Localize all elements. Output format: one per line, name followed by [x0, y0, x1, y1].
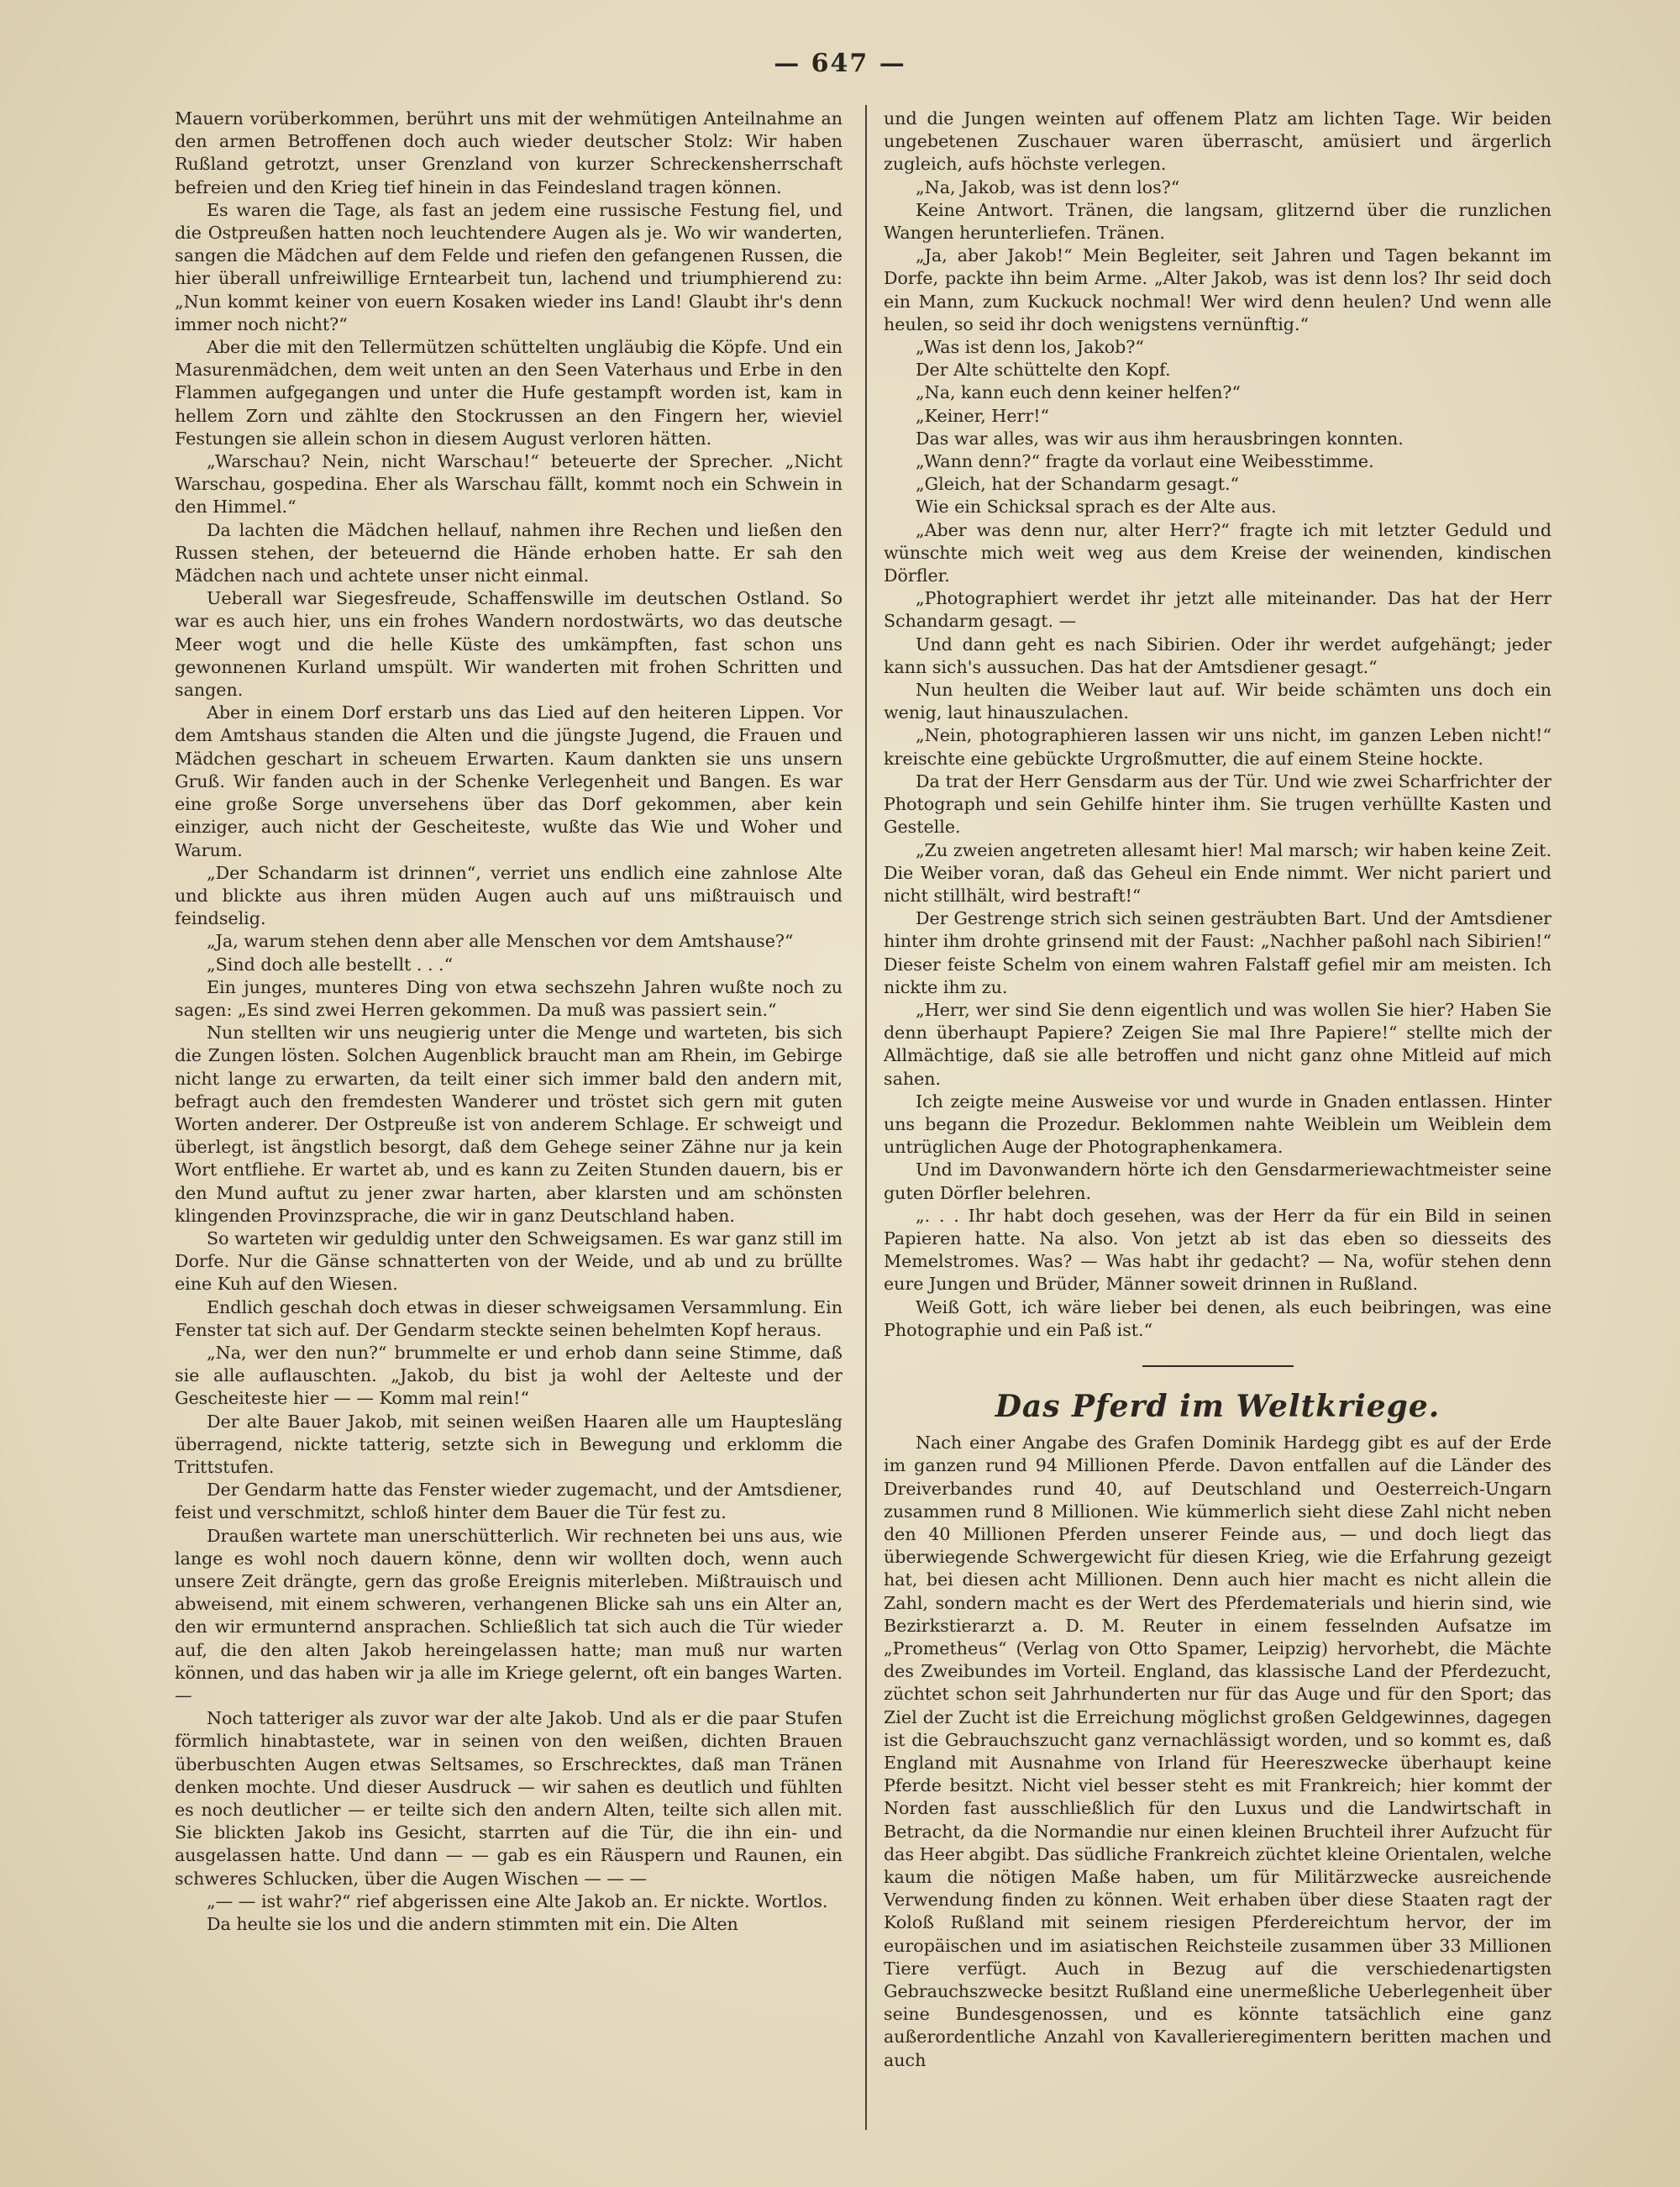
- paragraph: Nach einer Angabe des Grafen Dominik Hardegg gibt es auf der Erde im ganzen rund 94 Millionen Pferde. Davon entfallen auf die Länder des Dreiverbandes rund 40, auf Deutschland und Oesterreich-Ungarn zusammen rund 8 Millionen. Wie kümmerlich sieht diese Zahl nicht neben den 40 Millionen Pferden unserer Feinde aus, — und doch liegt das überwiegende Schwergewicht für diesen Krieg, wie die Erfahrung gezeigt hat, bei diesen acht Millionen. Denn auch hier macht es nicht allein die Zahl, sondern macht es der Wert des Pferdematerials und hierin sind, wie Bezirkstierarzt a. D. M. Reuter in einem fesselnden Aufsatze im „Prometheus“ (Verlag von Otto Spamer, Leipzig) hervorhebt, die Mächte des Zweibundes im Vorteil. England, das klassische Land der Pferdezucht, züchtet schon seit Jahrhunderten nur für das Auge und für den Sport; das Ziel der Zucht ist die Erreichung möglichst großen Geldgewinnes, dagegen ist die Gebrauchszucht ganz vernachlässigt worden, und so kommt es, daß England mit Ausnahme von Irland für Heereszwecke überhaupt keine Pferde besitzt. Nicht viel besser steht es mit Frankreich; hier kommt der Norden fast ausschließlich für den Luxus und die Landwirtschaft in Betracht, da die Normandie nur einen kleinen Bruchteil ihrer Aufzucht für das Heer abgibt. Das südliche Frankreich züchtet kleine Orientalen, welche kaum die nötigen Maße haben, um für Militärzwecke ausreichende Verwendung finden zu können. Weit erhaben über diese Staaten ragt der Koloß Rußland mit seinem riesigen Pferdereichtum hervor, der im europäischen und im asiatischen Reichsteile zusammen über 33 Millionen Tiere verfügt. Auch in Bezug auf die verschiedenartigsten Gebrauchszwecke besitzt Rußland eine unermeßliche Ueberlegenheit über seine Bundesgenossen, und es könnte tatsächlich eine ganz außerordentliche Anzahl von Kavallerieregimentern beritten machen und auch: [884, 1433, 1551, 2070]
- paragraph: „Nein, photographieren lassen wir uns nicht, im ganzen Leben nicht!“ kreischte eine gebückte Urgroßmutter, die auf einem Steine hockte.: [884, 725, 1551, 769]
- paragraph: „— — ist wahr?“ rief abgerissen eine Alte Jakob an. Er nickte. Wortlos.: [207, 1890, 828, 1911]
- paragraph: Wie ein Schicksal sprach es der Alte aus.: [916, 497, 1277, 518]
- paragraph: Da lachten die Mädchen hellauf, nahmen ihre Rechen und ließen den Russen stehen, der beteuernd die Hände erhoben hatte. Er sah den Mädchen nach und achtete unser nicht einmal.: [175, 519, 843, 586]
- paragraph: Keine Antwort. Tränen, die langsam, glitzernd über die runzlichen Wangen herunterliefen. Tränen.: [884, 199, 1551, 244]
- paragraph: Draußen wartete man unerschütterlich. Wir rechneten bei uns aus, wie lange es wohl noch dauern könne, denn wir wollten doch, wenn auch unsere Zeit drängte, gern das große Ereignis miterleben. Mißtrauisch und abweisend, mit einem schweren, verhangenen Blicke sah uns ein Alter an, den wir ermunternd ansprachen. Schließlich tat sich auch die Tür wieder auf, die den alten Jakob hereingelassen hatte; man muß nur warten können, und das haben wir ja alle im Kriege gelernt, oft ein banges Warten. —: [175, 1525, 843, 1706]
- paragraph: Der Gendarm hatte das Fenster wieder zugemacht, und der Amtsdiener, feist und verschmitzt, schloß hinter dem Bauer die Tür fest zu.: [175, 1480, 843, 1523]
- article-title: Das Pferd im Weltkriege.: [995, 1388, 1441, 1424]
- paragraph: „Na, wer den nun?“ brummelte er und erhob dann seine Stimme, daß sie alle auflauschten. „Jakob, du bist ja wohl der Aelteste und der Gescheiteste hier — — Komm mal rein!“: [175, 1342, 843, 1409]
- paragraph: „Zu zweien angetreten allesamt hier! Mal marsch; wir haben keine Zeit. Die Weiber voran, daß das Geheul ein Ende nimmt. Wer nicht pariert und nicht stillhält, wird bestraft!“: [884, 839, 1551, 906]
- paragraph: „Ja, warum stehen denn aber alle Menschen vor dem Amtshause?“: [207, 931, 794, 952]
- paragraph: Aber die mit den Tellermützen schüttelten ungläubig die Köpfe. Und ein Masurenmädchen, dem weit unten an den Seen Vaterhaus und Erbe in den Flammen aufgegangen und unter die Hufe gestampft worden ist, kam in hellem Zorn und zählte den Stockrussen an den Fingern her, wieviel Festungen sie allein schon in diesem August verloren hätten.: [175, 337, 843, 449]
- paragraph: „Sind doch alle bestellt . . .“: [207, 954, 454, 975]
- paragraph: „Ja, aber Jakob!“ Mein Begleiter, seit Jahren und Tagen bekannt im Dorfe, packte ihn beim Arme. „Alter Jakob, was ist denn los? Ihr seid doch ein Mann, zum Kuckuck nochmal! Wer wird denn heulen? Und wenn alle heulen, so seid ihr doch wenigstens vernünftig.“: [884, 245, 1551, 334]
- section-rule: [1142, 1365, 1294, 1367]
- paragraph: Nun heulten die Weiber laut auf. Wir beide schämten uns doch ein wenig, laut hinauszulachen.: [884, 680, 1551, 723]
- paragraph: Das war alles, was wir aus ihm herausbringen konnten.: [916, 428, 1404, 449]
- left-column: [175, 108, 843, 1936]
- paragraph: Der alte Bauer Jakob, mit seinen weißen Haaren alle um Hauptesläng überragend, nickte tatterig, setzte sich in Bewegung und erklomm die Trittstufen.: [175, 1411, 843, 1477]
- paragraph: „Keiner, Herr!“: [916, 405, 1050, 426]
- paragraph: Mauern vorüberkommen, berührt uns mit der wehmütigen Anteilnahme an den armen Betroffenen doch auch wieder deutscher Stolz: Wir haben Rußland getrotzt, unser Grenzland von kurzer Schreckensherrschaft befreien und den Krieg tief hinein in das Feindesland tragen können.: [175, 108, 843, 197]
- paragraph: „Herr, wer sind Sie denn eigentlich und was wollen Sie hier? Haben Sie denn überhaupt Papiere? Zeigen Sie mal Ihre Papiere!“ stellte mich der Allmächtige, daß sie alle betroffen und nicht ganz ohne Mitleid auf mich sahen.: [884, 999, 1551, 1089]
- paragraph: „Aber was denn nur, alter Herr?“ fragte ich mit letzter Geduld und wünschte mich weit weg aus dem Kreise der weinenden, kindischen Dörfler.: [884, 519, 1551, 586]
- paragraph: „Der Schandarm ist drinnen“, verriet uns endlich eine zahnlose Alte und blickte aus ihren müden Augen auch auf uns mißtrauisch und feindselig.: [175, 862, 843, 929]
- paragraph: Der Alte schüttelte den Kopf.: [916, 360, 1171, 381]
- paragraph: Da trat der Herr Gensdarm aus der Tür. Und wie zwei Scharfrichter der Photograph und sein Gehilfe hinter ihm. Sie trugen verhüllte Kasten und Gestelle.: [884, 770, 1551, 838]
- paragraph: „Gleich, hat der Schandarm gesagt.“: [916, 474, 1240, 495]
- paragraph: Weiß Gott, ich wäre lieber bei denen, als euch beibringen, was eine Photographie und ein Paß ist.“: [884, 1296, 1551, 1340]
- column-divider: [865, 105, 867, 2130]
- right-column: [884, 108, 1551, 2072]
- paragraph: Noch tatteriger als zuvor war der alte Jakob. Und als er die paar Stufen förmlich hinabtastete, war in seinen von den weißen, dichten Brauen überbuschten Augen etwas Seltsames, so Erschrecktes, daß man Tränen denken mochte. Und dieser Ausdruck — wir sahen es deutlich und fühlten es noch deutlicher — er teilte sich den andern Alten, teilte sich allen mit. Sie blickten Jakob ins Gesicht, starrten auf die Tür, die ihn ein- und ausgelassen hatte. Und dann — — gab es ein Räuspern und Raunen, ein schweres Schlucken, über die Augen Wischen — — —: [175, 1708, 843, 1889]
- page-number: — 647 —: [774, 49, 906, 78]
- paragraph: Aber in einem Dorf erstarb uns das Lied auf den heiteren Lippen. Vor dem Amtshaus standen die Alten und die jüngste Jugend, die Frauen und Mädchen geschart in scheuem Erwarten. Kaum dankten sie uns unsern Gruß. Wir fanden auch in der Schenke Verlegenheit und Bangen. Es war eine große Sorge unversehens über das Dorf gekommen, aber kein einziger, auch nicht der Gescheiteste, wußte das Wie und Woher und Warum.: [175, 702, 843, 860]
- paragraph: „Na, kann euch denn keiner helfen?“: [916, 382, 1241, 403]
- paragraph: Ich zeigte meine Ausweise vor und wurde in Gnaden entlassen. Hinter uns begann die Prozedur. Beklommen nahte Weiblein um Weiblein dem untrüglichen Auge der Photographenkamera.: [884, 1091, 1551, 1158]
- paragraph: Und dann geht es nach Sibirien. Oder ihr werdet aufgehängt; jeder kann sich's aussuchen. Das hat der Amtsdiener gesagt.“: [884, 633, 1551, 677]
- paragraph: Es waren die Tage, als fast an jedem eine russische Festung fiel, und die Ostpreußen hatten noch leuchtendere Augen als je. Wo wir wanderten, sangen die Mädchen auf dem Felde und riefen den gefangenen Russen, die hier überall unfreiwillige Erntearbeit tun, lachend und triumphierend zu: „Nun kommt keiner von euern Kosaken wieder ins Land! Glaubt ihr's denn immer noch nicht?“: [175, 199, 843, 334]
- paragraph: „Was ist denn los, Jakob?“: [916, 337, 1144, 358]
- paragraph: „. . . Ihr habt doch gesehen, was der Herr da für ein Bild in seinen Papieren hatte. Na also. Von jetzt ab ist das eben so diesseits des Memelstromes. Was? — Was habt ihr gedacht? — Na, wofür stehen denn eure Jungen und Brüder, Männer soweit drinnen in Rußland.: [884, 1205, 1551, 1295]
- paragraph: „Photographiert werdet ihr jetzt alle miteinander. Das hat der Herr Schandarm gesagt. —: [884, 588, 1551, 632]
- paragraph: „Na, Jakob, was ist denn los?“: [916, 176, 1180, 197]
- paragraph: Ein junges, munteres Ding von etwa sechszehn Jahren wußte noch zu sagen: „Es sind zwei Herren gekommen. Da muß was passiert sein.“: [175, 976, 843, 1020]
- paragraph: Und im Davonwandern hörte ich den Gensdarmeriewachtmeister seine guten Dörfler belehren.: [884, 1159, 1551, 1203]
- paragraph: „Wann denn?“ fragte da vorlaut eine Weibesstimme.: [916, 451, 1374, 472]
- paragraph: Nun stellten wir uns neugierig unter die Menge und warteten, bis sich die Zungen lösten. Solchen Augenblick braucht man am Rhein, im Gebirge nicht lange zu erwarten, da teilt einer sich immer bald den andern mit, befragt auch den fremdesten Wanderer und tröstet sich gern mit guten Worten anderer. Der Ostpreuße ist von anderem Schlage. Er schweigt und überlegt, ist ängstlich besorgt, daß dem Gehege seiner Zähne nur ja kein Wort entfliehe. Er wartet ab, und es kann zu Zeiten Stunden dauern, bis er den Mund auftut zu jener zwar harten, aber klarsten und am schönsten klingenden Provinzsprache, die wir in ganz Deutschland haben.: [175, 1023, 843, 1226]
- paragraph: „Warschau? Nein, nicht Warschau!“ beteuerte der Sprecher. „Nicht Warschau, gospedina. Eher als Warschau fällt, kommt noch ein Schwein in den Himmel.“: [175, 451, 843, 518]
- paragraph: Da heulte sie los und die andern stimmten mit ein. Die Alten: [207, 1914, 738, 1935]
- paragraph: So warteten wir geduldig unter den Schweigsamen. Es war ganz still im Dorfe. Nur die Gänse schnatterten von der Weide, und ab und zu brüllte eine Kuh auf den Wiesen.: [175, 1228, 843, 1295]
- paragraph: Der Gestrenge strich sich seinen gesträubten Bart. Und der Amtsdiener hinter ihm drohte grinsend mit der Faust: „Nachher paßohl nach Sibirien!“ Dieser feiste Schelm von einem wahren Falstaff gefiel mir am meisten. Ich nickte ihm zu.: [884, 908, 1551, 997]
- paragraph: Ueberall war Siegesfreude, Schaffenswille im deutschen Ostland. So war es auch hier, uns ein frohes Wandern nordostwärts, wo das deutsche Meer wogt und die helle Küste des umkämpften, fast schon uns gewonnenen Kurland umspült. Wir wanderten mit frohen Schritten und sangen.: [175, 588, 843, 701]
- paragraph: Endlich geschah doch etwas in dieser schweigsamen Versammlung. Ein Fenster tat sich auf. Der Gendarm steckte seinen behelmten Kopf heraus.: [175, 1296, 843, 1340]
- paragraph: und die Jungen weinten auf offenem Platz am lichten Tage. Wir beiden ungebetenen Zuschauer waren überrascht, amüsiert und ärgerlich zugleich, aufs höchste verlegen.: [884, 108, 1551, 175]
